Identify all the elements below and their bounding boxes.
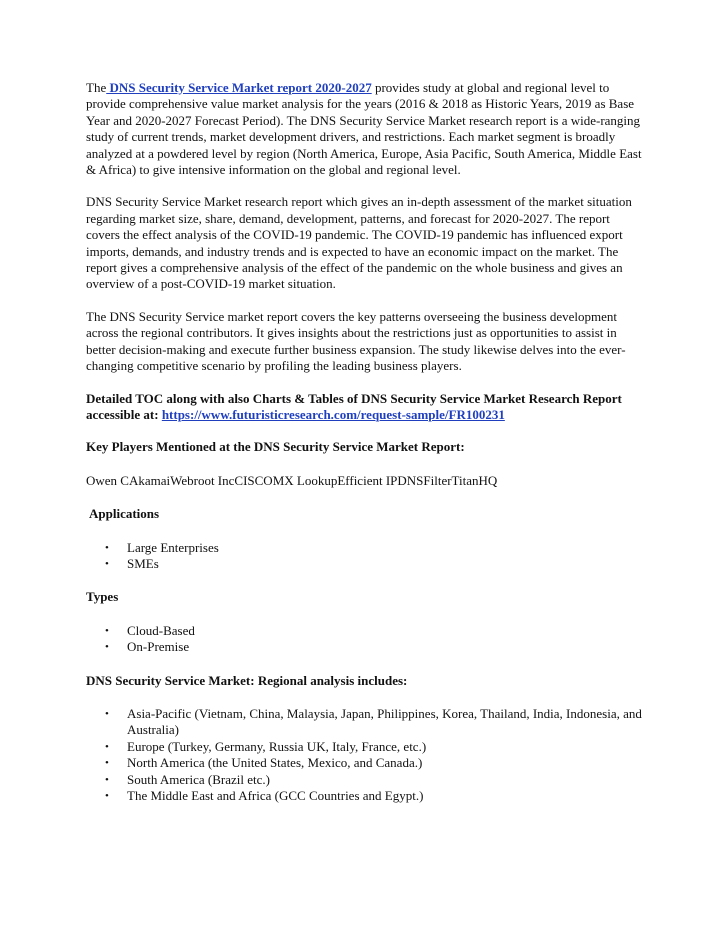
list-item-text: Large Enterprises — [127, 539, 219, 555]
regional-heading: DNS Security Service Market: Regional analysis includes: — [86, 672, 408, 688]
list-item-text: SMEs — [127, 555, 159, 571]
list-item — [105, 788, 646, 804]
list-item-text: North America (the United States, Mexico, and Canada.) — [127, 755, 423, 771]
patterns-paragraph: The DNS Security Service market report covers the key patterns overseeing the business development across the regional contributors. It gives insights about the restrictions just as opportunities to assist in better decision-making and execute further business expansion. The study likewise delves into the ever-changing competitive scenario by profiling the leading business players. — [86, 308, 626, 374]
list-item-text: Cloud-Based — [127, 622, 195, 638]
list-item-text: Asia-Pacific (Vietnam, China, Malaysia, Japan, Philippines, Korea, Thailand, India, Indonesia, and Australia) — [127, 705, 642, 738]
key-players-heading: Key Players Mentioned at the DNS Security Service Market Report: — [86, 439, 465, 455]
types-heading: Types — [86, 589, 119, 605]
list-item — [105, 738, 646, 755]
list-item — [105, 639, 646, 655]
bullet-icon: • — [105, 707, 109, 720]
regional-list — [86, 706, 646, 804]
document-page — [86, 80, 646, 821]
list-item-text: On-Premise — [127, 639, 190, 655]
types-list — [86, 623, 646, 656]
report-title-link[interactable]: DNS Security Service Market report 2020-2027 — [106, 80, 372, 95]
bullet-icon: • — [105, 557, 109, 570]
list-item — [105, 705, 646, 739]
toc-paragraph — [86, 391, 646, 424]
bullet-icon: • — [105, 624, 109, 637]
bullet-icon: • — [105, 790, 109, 802]
key-players-list: Owen CAkamaiWebroot IncCISCOMX LookupEfficient IPDNSFilterTitanHQ — [86, 472, 498, 488]
list-item — [105, 755, 646, 771]
request-sample-link[interactable]: https://www.futuristicresearch.com/request-sample/FR100231 — [161, 406, 505, 422]
list-item-text: The Middle East and Africa (GCC Countries and Egypt.) — [127, 788, 424, 803]
bullet-icon: • — [105, 773, 109, 786]
list-item — [105, 539, 646, 556]
list-item — [105, 555, 646, 572]
list-item-text: Europe (Turkey, Germany, Russia UK, Italy, France, etc.) — [127, 738, 427, 754]
applications-heading: Applications — [89, 506, 160, 522]
assessment-paragraph: DNS Security Service Market research report which gives an in-depth assessment of the market situation regarding market size, share, demand, development, patterns, and forecast for 2020-2027. The report covers the effect analysis of the COVID-19 pandemic. The COVID-19 pandemic has influenced export imports, demands, and industry trends and is expected to have an economic impact on the market. The report gives a comprehensive analysis of the effect of the pandemic on the whole business and gives an overview of a post-COVID-19 market situation. — [86, 194, 632, 292]
list-item — [105, 771, 646, 788]
intro-rest: provides study at global and regional level to provide comprehensive value market analysis for the years (2016 & 2018 as Historic Years, 2019 as Base Year and 2020-2027 Forecast Period). The DNS Security Service Market research report is a wide-ranging study of current trends, market development drivers, and restrictions. Each market segment is broadly analyzed at a powdered level by region (North America, Europe, Asia Pacific, South America, Middle East & Africa) to give intensive information on the global and regional level. — [86, 80, 642, 178]
bullet-icon: • — [105, 541, 109, 554]
applications-list — [86, 540, 646, 573]
toc-text: Detailed TOC along with also Charts & Tables of DNS Security Service Market Research Report accessible at: — [86, 390, 622, 422]
bullet-icon: • — [105, 740, 109, 753]
bullet-icon: • — [105, 757, 109, 770]
list-item-text: South America (Brazil etc.) — [127, 771, 270, 787]
bullet-icon: • — [105, 641, 109, 654]
list-item — [105, 622, 646, 639]
intro-paragraph — [86, 80, 646, 178]
intro-prefix: The — [86, 80, 107, 95]
